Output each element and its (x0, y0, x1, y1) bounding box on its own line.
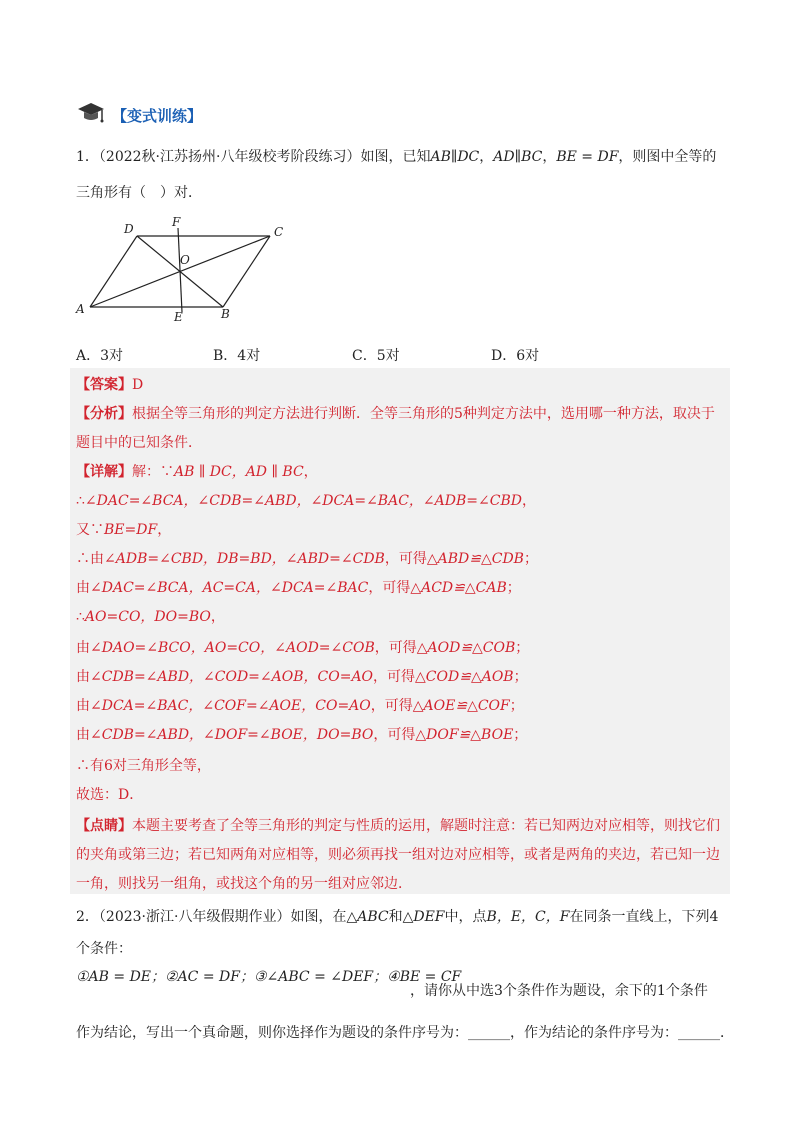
section-title: 【变式训练】 (112, 106, 203, 125)
comment-line2: 的夹角或第三边；若已知两角对应相等，则必须再找一组对边对应相等，或者是两角的夹边，若已知一边 (76, 847, 720, 863)
detail-step-5: ∴AO=CO，DO=BO， (76, 609, 225, 625)
option-b[interactable]: B．4对 (213, 348, 261, 364)
comment-line1: 【点睛】本题主要考查了全等三角形的判定与性质的运用，解题时注意：若已知两边对应相等，则找它们 (76, 818, 720, 834)
q2-conditions: ①AB = DE；②AC = DF；③∠ABC = ∠DEF；④BE = CF (76, 969, 462, 985)
detail-step-6: 由∠DAO=∠BCO，AO=CO，∠AOD=∠COB，可得△AOD≌△COB； (76, 640, 530, 656)
detail-step-2: 又∵BE=DF， (76, 522, 172, 538)
label-C: C (274, 225, 284, 239)
q2-line2: 个条件： (76, 941, 132, 957)
label-B: B (221, 307, 230, 321)
detail-step-8: 由∠DCA=∠BAC，∠COF=∠AOE，CO=AO，可得△AOE≌△COF； (76, 698, 524, 714)
detail-line: 【详解】解：∵AB ∥ DC，AD ∥ BC， (76, 464, 318, 480)
q1-line2: 三角形有（ ）对． (76, 185, 202, 201)
label-A: A (76, 302, 85, 316)
q2-line4: 作为结论，写出一个真命题，则你选择作为题设的条件序号为：______，作为结论的条件序号为：______． (76, 1025, 734, 1041)
answer-line: 【答案】D (76, 377, 144, 393)
detail-step-7: 由∠CDB=∠ABD，∠COD=∠AOB，CO=AO，可得△COD≌△AOB； (76, 669, 528, 685)
q2-line1: 2．（2023·浙江·八年级假期作业）如图，在△ABC和△DEF中，点B，E，C，F在同条一直线上，下列4 (76, 909, 719, 925)
detail-step-1: ∴∠DAC=∠BCA，∠CDB=∠ABD，∠DCA=∠BAC，∠ADB=∠CBD， (76, 493, 536, 509)
analysis-line1: 【分析】根据全等三角形的判定方法进行判断．全等三角形的5种判定方法中，选用哪一种方法，取决于 (76, 406, 715, 422)
segment-AD (90, 236, 137, 307)
analysis-line2: 题目中的已知条件． (76, 435, 202, 451)
label-F: F (172, 215, 181, 229)
section-header (76, 100, 202, 130)
detail-step-4: 由∠DAC=∠BCA，AC=CA，∠DCA=∠BAC，可得△ACD≌△CAB； (76, 580, 521, 596)
choose-line: 故选：D． (76, 787, 144, 803)
detail-step-3: ∴由∠ADB=∠CBD，DB=BD，∠ABD=∠CDB，可得△ABD≌△CDB； (76, 551, 538, 567)
segment-CB (223, 236, 270, 307)
label-E: E (174, 310, 183, 324)
comment-line3: 一角，则找另一组角，或找这个角的另一组对应邻边． (76, 876, 412, 892)
detail-step-9: 由∠CDB=∠ABD，∠DOF=∠BOE，DO=BO，可得△DOF≌△BOE； (76, 727, 528, 743)
label-D: D (124, 222, 134, 236)
conclusion-line: ∴有6对三角形全等， (76, 758, 211, 774)
label-O: O (180, 253, 190, 267)
q2-line3: ，请你从中选3个条件作为题设，余下的1个条件 (410, 983, 708, 999)
option-d[interactable]: D．6对 (491, 348, 540, 364)
graduation-cap-icon (76, 100, 106, 130)
parallelogram-figure (70, 214, 300, 324)
q1-line1: 1．（2022秋·江苏扬州·八年级校考阶段练习）如图，已知AB∥DC，AD∥BC，BE = DF，则图中全等的 (76, 149, 717, 165)
option-c[interactable]: C．5对 (352, 348, 400, 364)
option-a[interactable]: A．3对 (76, 348, 124, 364)
